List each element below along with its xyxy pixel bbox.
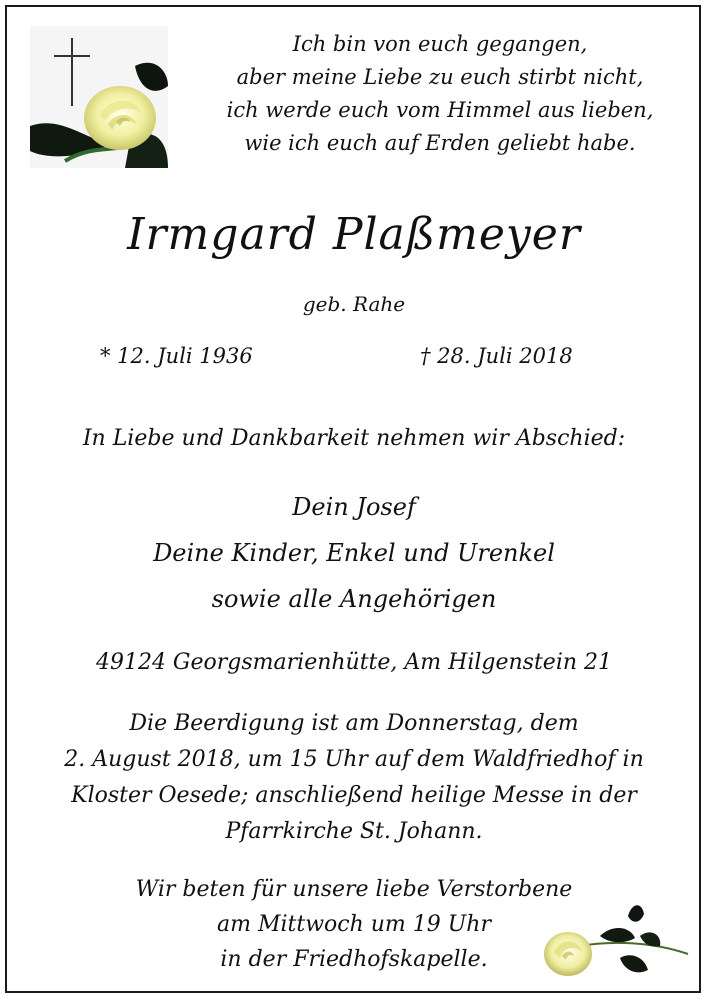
prayer-line: Wir beten für unsere liebe Verstorbene xyxy=(135,877,573,902)
rose-icon xyxy=(544,932,592,976)
poem-line: ich werde euch vom Himmel aus lieben, xyxy=(226,98,654,122)
family-line: Deine Kinder, Enkel und Urenkel xyxy=(153,539,555,567)
family-list xyxy=(0,484,708,622)
poem-line: aber meine Liebe zu euch stirbt nicht, xyxy=(236,65,644,89)
cross-rose-illustration xyxy=(30,26,168,168)
funeral-line: Kloster Oesede; anschließend heilige Messe in der xyxy=(71,783,637,808)
cross-rose-image xyxy=(30,26,168,168)
poem-line: Ich bin von euch gegangen, xyxy=(292,32,588,56)
funeral-details xyxy=(0,706,708,850)
farewell-line: In Liebe und Dankbarkeit nehmen wir Abschied: xyxy=(82,426,626,451)
rose-icon xyxy=(84,86,156,150)
small-rose-illustration xyxy=(540,896,690,986)
maiden-name: geb. Rahe xyxy=(302,292,406,316)
family-line: Dein Josef xyxy=(292,493,416,521)
small-rose-image xyxy=(540,896,690,986)
address: 49124 Georgsmarienhütte, Am Hilgenstein 21 xyxy=(95,650,613,675)
funeral-line: 2. August 2018, um 15 Uhr auf dem Waldfriedhof in xyxy=(64,747,644,772)
prayer-line: am Mittwoch um 19 Uhr xyxy=(216,912,491,937)
family-line: sowie alle Angehörigen xyxy=(211,585,497,613)
prayer-line: in der Friedhofskapelle. xyxy=(220,947,488,972)
poem xyxy=(180,28,700,160)
funeral-line: Die Beerdigung ist am Donnerstag, dem xyxy=(129,711,579,736)
deceased-name: Irmgard Plaßmeyer xyxy=(127,209,581,260)
birth-date: * 12. Juli 1936 xyxy=(100,344,253,368)
poem-line: wie ich euch auf Erden geliebt habe. xyxy=(244,131,636,155)
stem-and-leaves xyxy=(580,905,688,972)
funeral-line: Pfarrkirche St. Johann. xyxy=(225,819,483,844)
death-date: † 28. Juli 2018 xyxy=(420,344,573,368)
